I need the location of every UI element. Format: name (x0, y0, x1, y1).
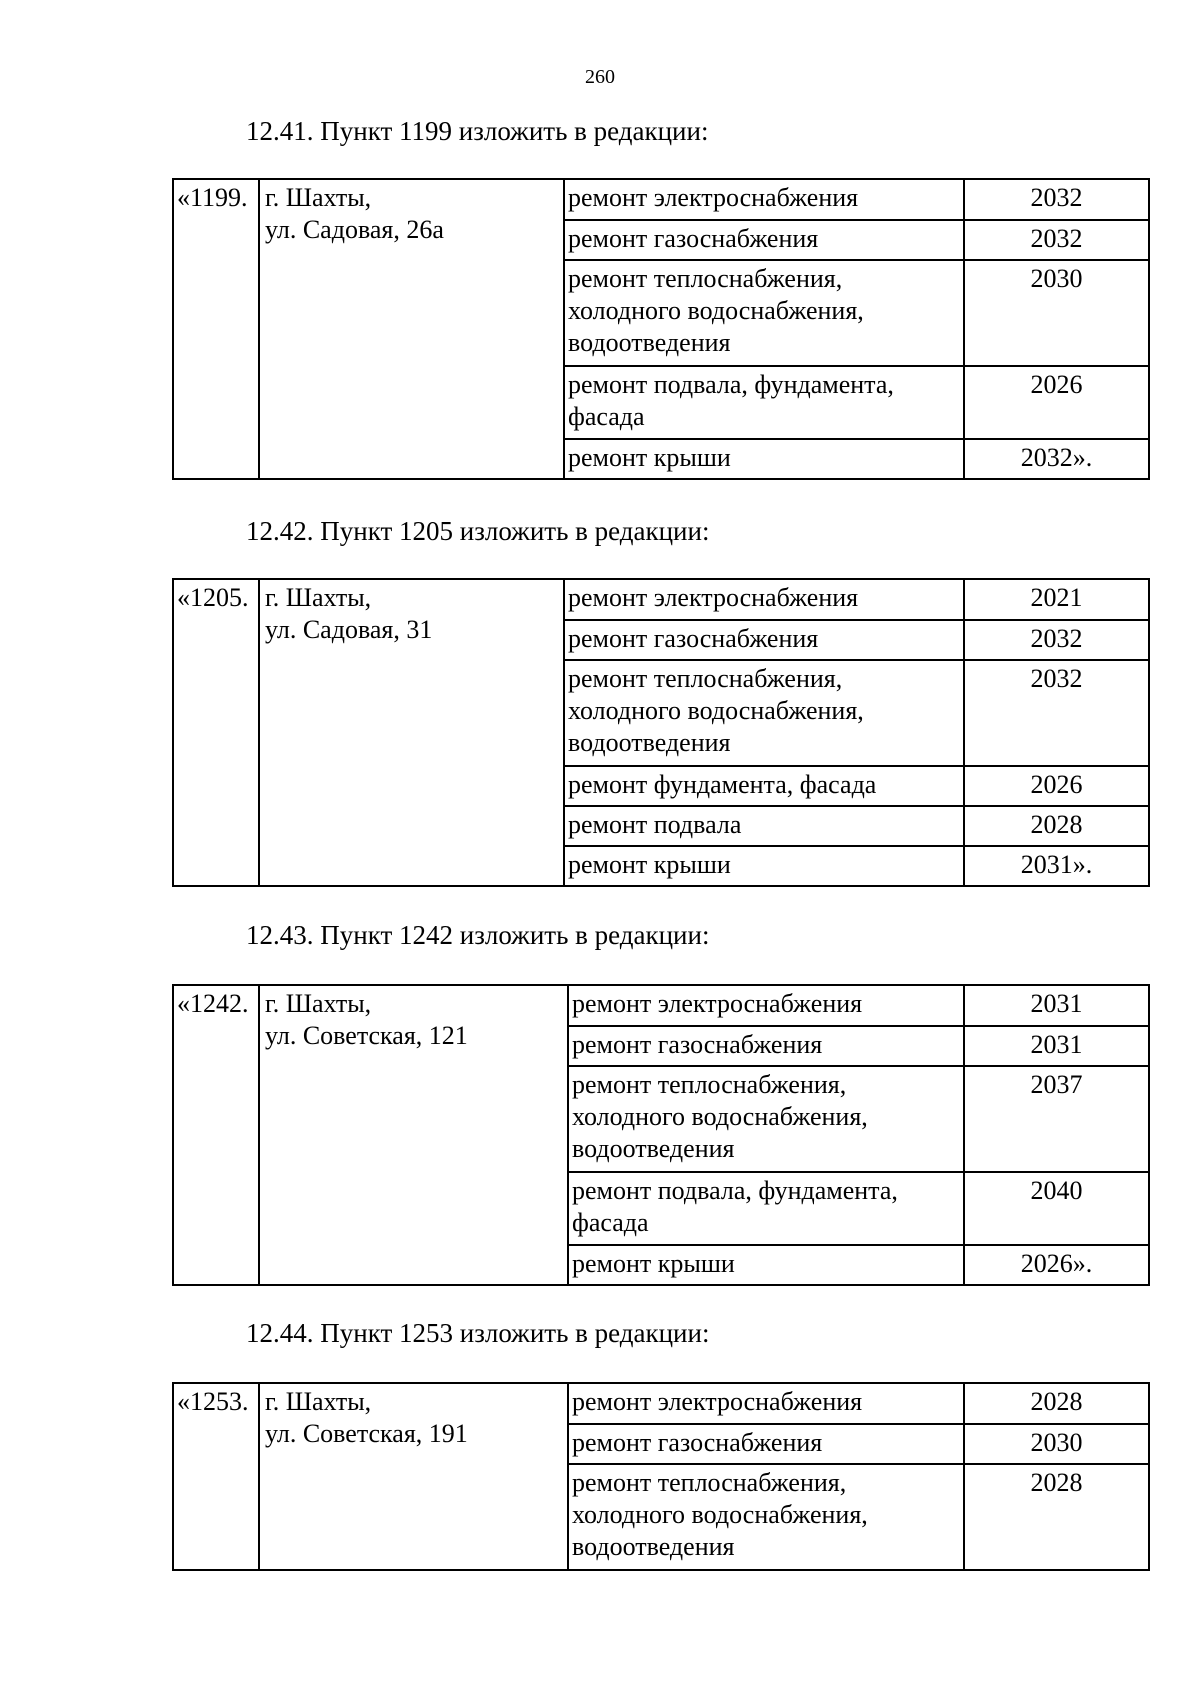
table-row (173, 985, 1149, 1026)
amendment-table (172, 984, 1150, 1286)
item-number: «1199. (173, 179, 259, 479)
address-cell (259, 1383, 568, 1570)
year-cell: 2032 (964, 660, 1149, 766)
work-cell: ремонт теплоснабжения, холодного водоснабжения, водоотведения (564, 260, 964, 366)
work-cell: ремонт крыши (564, 439, 964, 479)
year-cell: 2026». (964, 1245, 1149, 1285)
year-cell: 2026 (964, 766, 1149, 806)
year-cell: 2040 (964, 1172, 1149, 1245)
address-cell (259, 985, 568, 1285)
work-cell: ремонт фундамента, фасада (564, 766, 964, 806)
address-city: г. Шахты, (265, 183, 372, 212)
table-row (173, 179, 1149, 220)
address-street: ул. Советская, 121 (265, 1021, 468, 1050)
year-cell: 2030 (964, 260, 1149, 366)
work-cell: ремонт подвала (564, 806, 964, 846)
work-cell: ремонт крыши (564, 846, 964, 886)
section-heading: 12.43. Пункт 1242 изложить в редакции: (246, 920, 710, 950)
work-cell: ремонт газоснабжения (564, 220, 964, 260)
work-cell: ремонт газоснабжения (564, 620, 964, 660)
work-cell: ремонт подвала, фундамента, фасада (564, 366, 964, 439)
address-cell (259, 579, 564, 886)
work-cell: ремонт теплоснабжения, холодного водоснабжения, водоотведения (568, 1464, 964, 1570)
address-city: г. Шахты, (265, 583, 372, 612)
year-cell: 2028 (964, 1383, 1149, 1424)
work-cell: ремонт подвала, фундамента, фасада (568, 1172, 964, 1245)
section-heading: 12.41. Пункт 1199 изложить в редакции: (246, 116, 709, 146)
item-number: «1205. (173, 579, 259, 886)
year-cell: 2021 (964, 579, 1149, 620)
work-cell: ремонт теплоснабжения, холодного водоснабжения, водоотведения (568, 1066, 964, 1172)
year-cell: 2026 (964, 366, 1149, 439)
work-cell: ремонт газоснабжения (568, 1424, 964, 1464)
year-cell: 2037 (964, 1066, 1149, 1172)
address-street: ул. Советская, 191 (265, 1419, 468, 1448)
page-number: 260 (585, 66, 615, 88)
year-cell: 2030 (964, 1424, 1149, 1464)
year-cell: 2028 (964, 1464, 1149, 1570)
year-cell: 2031 (964, 1026, 1149, 1066)
table-row (173, 579, 1149, 620)
year-cell: 2031». (964, 846, 1149, 886)
year-cell: 2032 (964, 620, 1149, 660)
address-cell (259, 179, 564, 479)
address-city: г. Шахты, (265, 1387, 372, 1416)
work-cell: ремонт электроснабжения (568, 985, 964, 1026)
amendment-table (172, 1382, 1150, 1571)
amendment-table (172, 178, 1150, 480)
year-cell: 2032 (964, 220, 1149, 260)
work-cell: ремонт теплоснабжения, холодного водоснабжения, водоотведения (564, 660, 964, 766)
table-row (173, 1383, 1149, 1424)
work-cell: ремонт газоснабжения (568, 1026, 964, 1066)
year-cell: 2031 (964, 985, 1149, 1026)
work-cell: ремонт электроснабжения (564, 179, 964, 220)
work-cell: ремонт электроснабжения (568, 1383, 964, 1424)
year-cell: 2032 (964, 179, 1149, 220)
amendment-table (172, 578, 1150, 887)
address-street: ул. Садовая, 31 (265, 615, 433, 644)
work-cell: ремонт электроснабжения (564, 579, 964, 620)
address-street: ул. Садовая, 26а (265, 215, 444, 244)
address-city: г. Шахты, (265, 989, 372, 1018)
work-cell: ремонт крыши (568, 1245, 964, 1285)
section-heading: 12.44. Пункт 1253 изложить в редакции: (246, 1318, 710, 1348)
item-number: «1242. (173, 985, 259, 1285)
year-cell: 2032». (964, 439, 1149, 479)
item-number: «1253. (173, 1383, 259, 1570)
section-heading: 12.42. Пункт 1205 изложить в редакции: (246, 516, 710, 546)
year-cell: 2028 (964, 806, 1149, 846)
